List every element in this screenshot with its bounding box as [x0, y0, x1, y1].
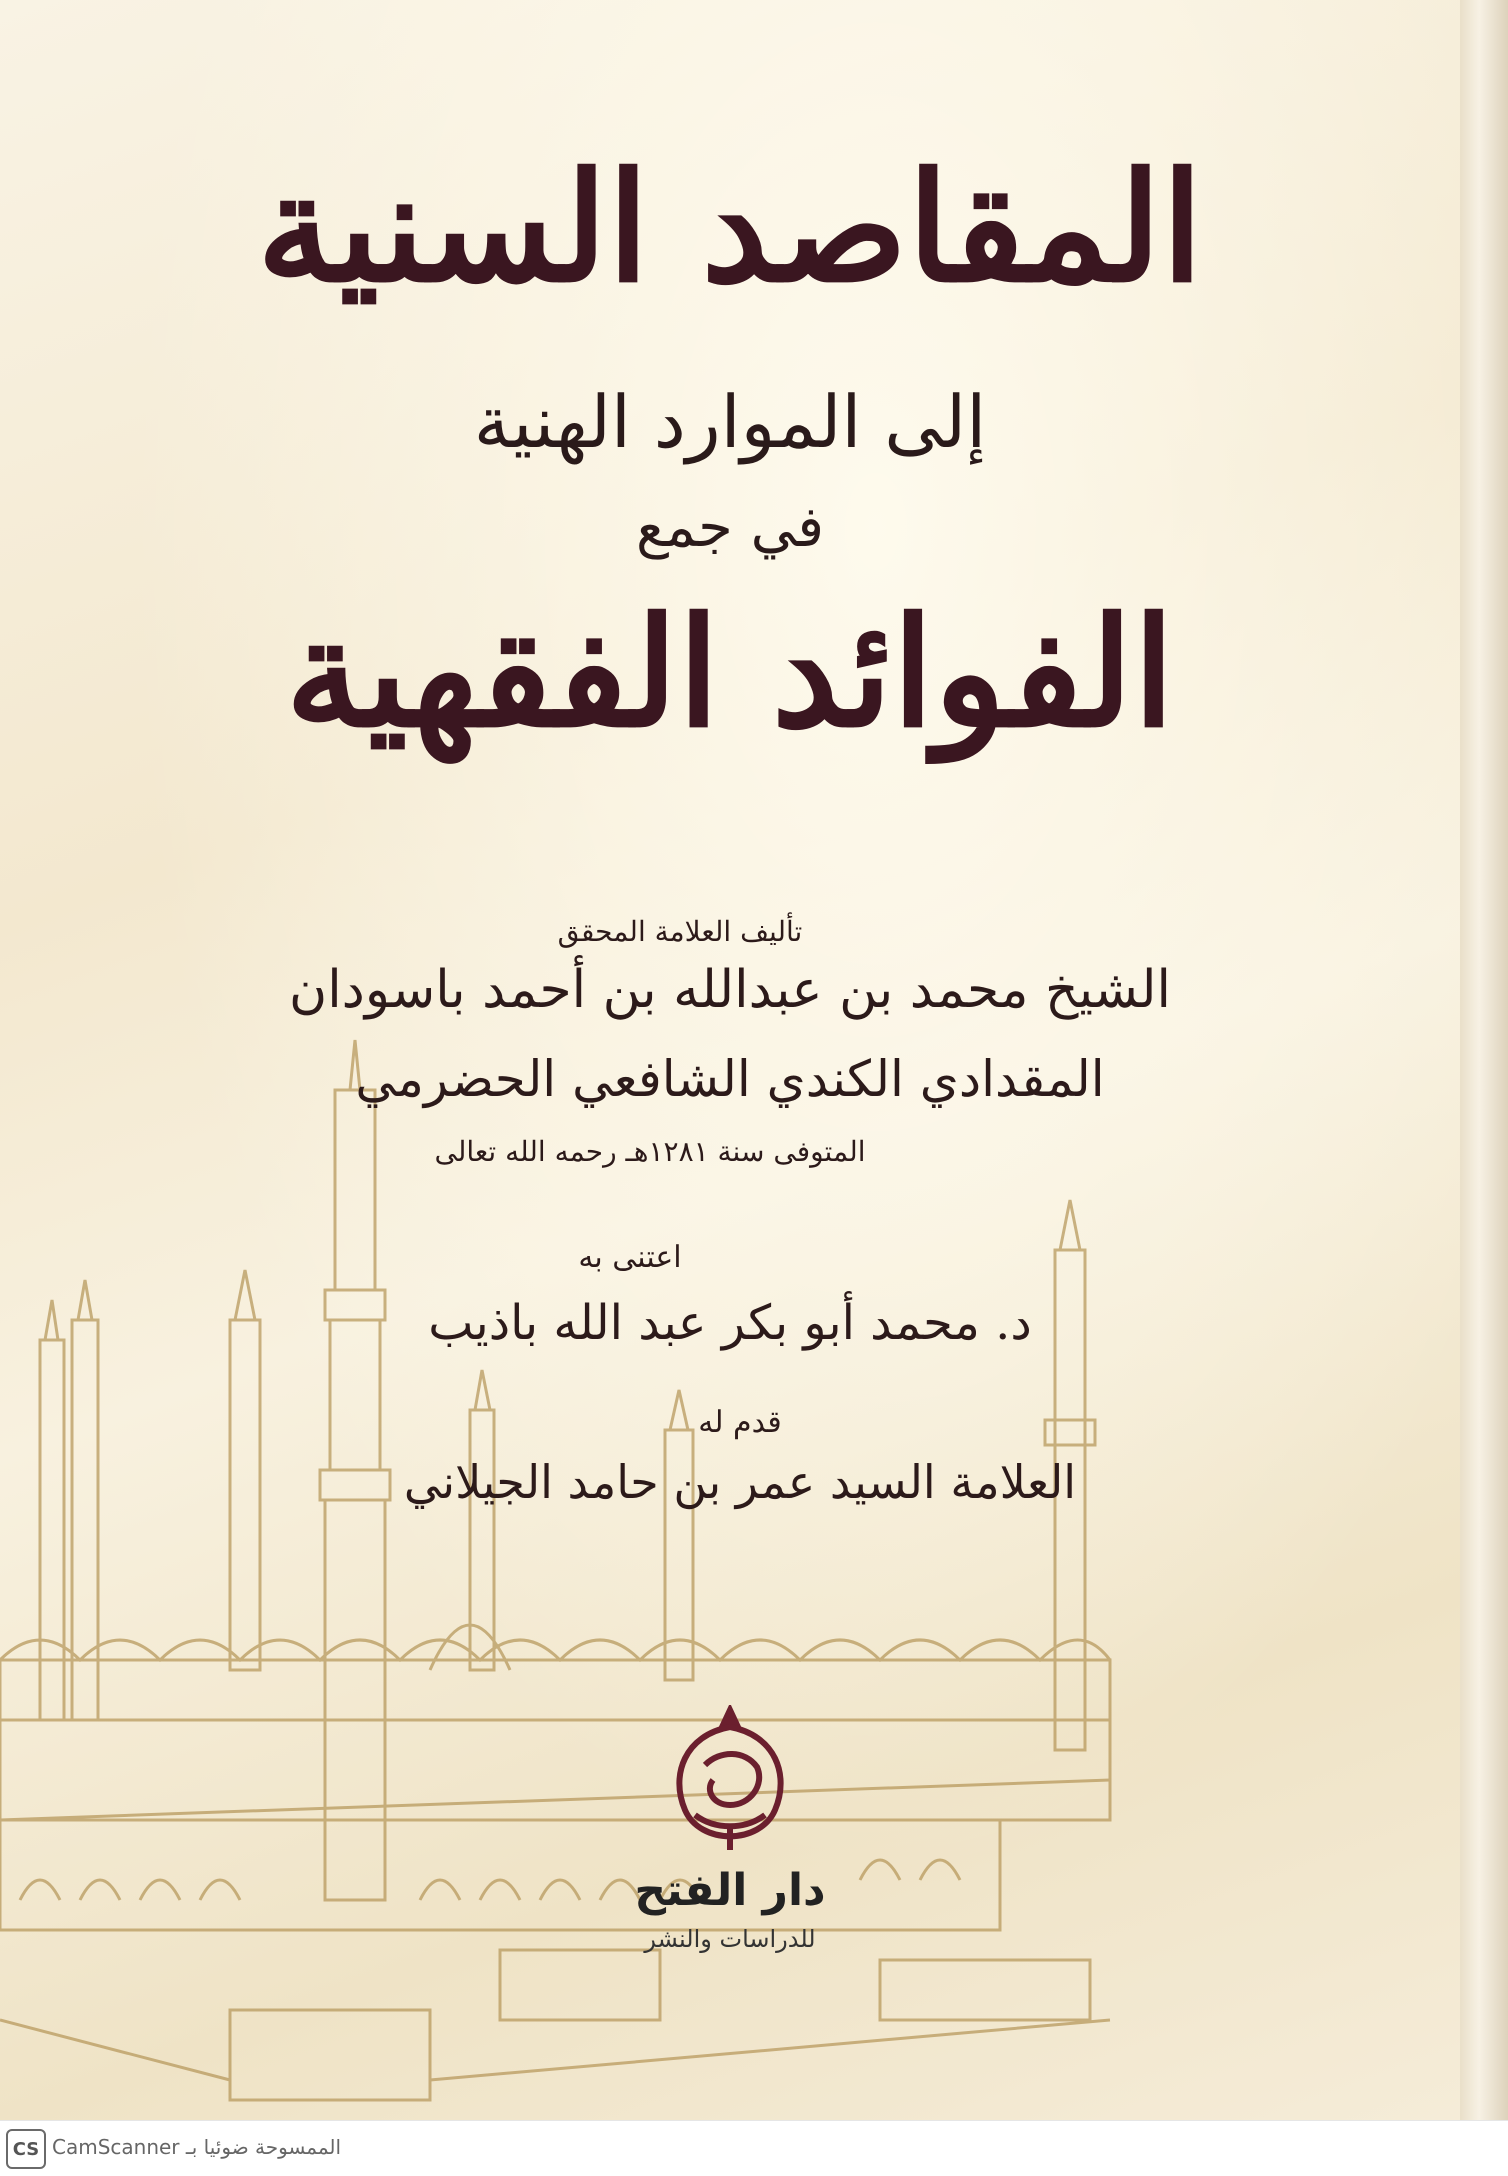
- publisher-name: دار الفتح: [634, 1865, 826, 1916]
- authorship-label: تأليف العلامة المحقق: [557, 915, 803, 948]
- book-spine-edge: [1460, 0, 1508, 2120]
- subtitle-line-1: إلى الموارد الهنية: [473, 380, 987, 464]
- author-name-line-2: المقدادي الكندي الشافعي الحضرمي: [355, 1050, 1105, 1108]
- author-name-line-1: الشيخ محمد بن عبدالله بن أحمد باسودان: [289, 960, 1171, 1020]
- publisher-tagline: للدراسات والنشر: [644, 1925, 816, 1953]
- introducer-name: العلامة السيد عمر بن حامد الجيلاني: [403, 1455, 1077, 1509]
- publisher-logo-emblem: [665, 1705, 795, 1855]
- introduced-by-label: قدم له: [698, 1405, 782, 1440]
- death-note: المتوفى سنة ١٢٨١هـ رحمه الله تعالى: [434, 1135, 866, 1168]
- camscanner-caption: الممسوحة ضوئيا بـ CamScanner: [52, 2135, 342, 2159]
- subtitle-line-2: في جمع: [635, 495, 825, 560]
- mosque-illustration: [0, 1020, 1130, 2120]
- book-title-second: الفوائد الفقهية: [285, 585, 1175, 761]
- editor-name: د. محمد أبو بكر عبد الله باذيب: [428, 1295, 1032, 1351]
- camscanner-logo: CS: [6, 2129, 46, 2169]
- edited-by-label: اعتنى به: [578, 1240, 682, 1275]
- scanner-watermark-bar: [0, 2120, 1508, 2176]
- book-title: المقاصد السنية: [256, 140, 1204, 316]
